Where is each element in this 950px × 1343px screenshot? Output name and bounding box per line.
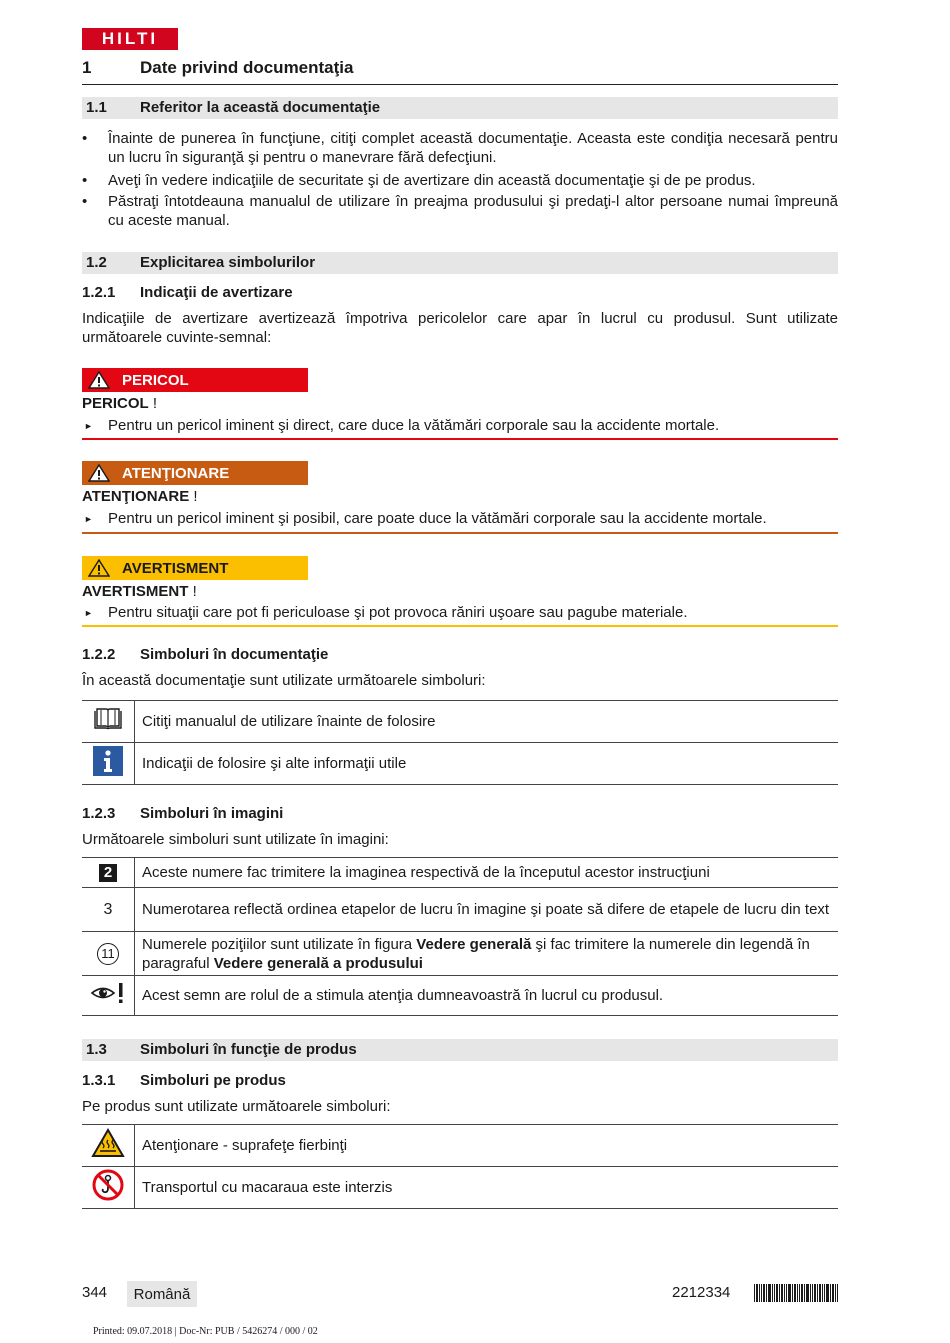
table-cell-text: Citiţi manualul de utilizare înainte de folosire <box>135 701 839 743</box>
page-number: 344 <box>82 1284 108 1301</box>
signal-label-text: ATENŢIONARE <box>122 464 230 482</box>
subsection-heading-1-3-1 <box>82 1072 838 1092</box>
signal-word <box>82 488 198 505</box>
arrow-icon: ► <box>84 608 93 618</box>
position-number-icon: 11 <box>97 943 119 965</box>
table-cell-text: Atenţionare - suprafeţe fierbinţi <box>135 1125 839 1167</box>
logo-text: HILTI <box>101 29 159 48</box>
bullet-mark: • <box>82 193 88 210</box>
paragraph: În această documentaţie sunt utilizate următoarele simboluri: <box>82 672 486 689</box>
signal-rule-caution <box>82 625 838 627</box>
table-cell-text <box>135 932 839 976</box>
manual-book-icon <box>93 707 123 731</box>
bullet-text: Păstraţi întotdeauna manualul de utilizare în preajma produsului şi predaţi-l altor persoane numai împreună cu aceste manual. <box>108 193 838 229</box>
arrow-icon: ► <box>84 421 93 431</box>
signal-label-text: AVERTISMENT <box>122 559 229 577</box>
subsection-number: 1.2.2 <box>82 646 116 663</box>
paragraph: Pe produs sunt utilizate următoarele simboluri: <box>82 1098 391 1115</box>
table-cell-icon <box>82 701 135 743</box>
table-cell-text: Transportul cu macaraua este interzis <box>135 1167 839 1209</box>
table-cell-icon <box>82 932 135 976</box>
table-cell-icon <box>82 1167 135 1209</box>
hilti-logo <box>82 28 178 50</box>
list-item <box>82 129 838 167</box>
step-number-icon: 3 <box>103 901 113 918</box>
warning-triangle-icon <box>88 371 110 389</box>
table-row <box>82 858 838 888</box>
signal-word-text: AVERTISMENT <box>82 583 189 600</box>
signal-description-text: Pentru situaţii care pot fi periculoase şi pot provoca răniri uşoare sau pagube materiale. <box>108 604 688 621</box>
table-row <box>82 1125 838 1167</box>
subsection-title: Simboluri în imagini <box>140 805 284 822</box>
signal-rule-danger <box>82 438 838 440</box>
warning-triangle-icon <box>88 464 110 482</box>
signal-description <box>82 510 838 534</box>
table-row <box>82 932 838 976</box>
language-text: Română <box>133 1285 191 1303</box>
signal-rule-warning <box>82 532 838 534</box>
signal-label-text: PERICOL <box>122 371 189 389</box>
eye-attention-icon <box>90 981 126 1005</box>
section-heading-1-3 <box>82 1039 838 1061</box>
hot-surface-warning-icon <box>91 1128 125 1158</box>
chapter-heading <box>82 58 838 85</box>
chapter-title: Date privind documentaţia <box>140 58 354 77</box>
subsection-title: Simboluri pe produs <box>140 1072 286 1089</box>
list-item <box>82 171 838 190</box>
section-number: 1.1 <box>86 99 107 116</box>
signal-label-danger <box>82 368 308 392</box>
table-row <box>82 701 838 743</box>
table-cell-icon <box>82 888 135 932</box>
section-number: 1.3 <box>86 1041 107 1058</box>
signal-description-text: Pentru un pericol iminent şi direct, care duce la vătămări corporale sau la accidente mortale. <box>108 417 720 434</box>
section-number: 1.2 <box>86 254 107 271</box>
figure-number-icon: 2 <box>99 864 117 882</box>
info-icon <box>93 746 123 776</box>
language-label <box>127 1281 197 1307</box>
list-item <box>82 192 838 230</box>
bold-text-run: Vedere generală a produsului <box>213 954 423 972</box>
table-cell-text: Aceste numere fac trimitere la imaginea respectivă de la începutul acestor instrucţiuni <box>135 858 839 888</box>
bold-text-run: Vedere generală <box>416 935 532 953</box>
signal-word-text: PERICOL <box>82 395 149 412</box>
bullet-text: Înainte de punerea în funcţiune, citiţi complet această documentaţie. Aceasta este condiţia necesară pentru un lucru în siguranţă şi pentru o manevrare fără defecţiuni. <box>108 130 838 166</box>
subsection-number: 1.3.1 <box>82 1072 116 1089</box>
print-info: Printed: 09.07.2018 | Doc-Nr: PUB / 5426274 / 000 / 02 <box>93 1326 318 1337</box>
table-cell-text: Acest semn are rolul de a stimula atenţia dumneavoastră în lucrul cu produsul. <box>135 976 839 1016</box>
no-crane-transport-icon <box>92 1169 124 1201</box>
table-row <box>82 743 838 785</box>
paragraph: Indicaţiile de avertizare avertizează împotriva pericolelor care apar în lucrul cu produsul. Sunt utilizate următoarele cuvinte-semnal: <box>82 310 838 346</box>
signal-word-text: ATENŢIONARE <box>82 488 190 505</box>
subsection-number: 1.2.3 <box>82 805 116 822</box>
table-cell-text: Numerotarea reflectă ordinea etapelor de lucru în imagine şi poate să difere de etapele de lucru din text <box>135 888 839 932</box>
subsection-heading-1-2-1 <box>82 284 838 304</box>
section-heading-1-1 <box>82 97 838 119</box>
section-title: Referitor la această documentaţie <box>140 99 381 116</box>
subsection-heading-1-2-3 <box>82 805 838 825</box>
signal-description-text: Pentru un pericol iminent şi posibil, care poate duce la vătămări corporale sau la accidente mortale. <box>108 510 767 527</box>
table-row <box>82 976 838 1016</box>
signal-word <box>82 583 197 600</box>
subsection-title: Indicaţii de avertizare <box>140 284 293 301</box>
subsection-title: Simboluri în documentaţie <box>140 646 329 663</box>
chapter-number: 1 <box>82 58 92 77</box>
image-symbols-table <box>82 857 838 1016</box>
paragraph: Următoarele simboluri sunt utilizate în imagini: <box>82 831 389 848</box>
signal-word-mark: ! <box>148 395 158 412</box>
section-heading-1-2 <box>82 252 838 274</box>
arrow-icon: ► <box>84 514 93 524</box>
table-cell-text: Indicaţii de folosire şi alte informaţii utile <box>135 743 839 785</box>
signal-word-mark: ! <box>188 583 197 600</box>
text-run: şi fac trimitere la numerele din legendă în paragraful <box>142 935 810 972</box>
doc-symbols-table <box>82 700 838 785</box>
text-run: Numerele poziţiilor sunt utilizate în figura <box>142 935 417 953</box>
table-cell-icon <box>82 976 135 1016</box>
signal-word-mark: ! <box>189 488 198 505</box>
barcode-icon <box>754 1284 838 1302</box>
subsection-number: 1.2.1 <box>82 284 116 301</box>
subsection-heading-1-2-2 <box>82 646 838 666</box>
table-row <box>82 1167 838 1209</box>
section-title: Explicitarea simbolurilor <box>140 254 316 271</box>
bullet-mark: • <box>82 172 88 189</box>
signal-label-warning <box>82 461 308 485</box>
product-symbols-table <box>82 1124 838 1209</box>
table-row <box>82 888 838 932</box>
warning-triangle-icon <box>88 559 110 577</box>
table-cell-icon <box>82 858 135 888</box>
signal-word <box>82 395 157 412</box>
bullet-mark: • <box>82 130 88 147</box>
section-title: Simboluri în funcţie de produs <box>140 1041 357 1058</box>
table-cell-icon <box>82 1125 135 1167</box>
bullet-text: Aveţi în vedere indicaţiile de securitate şi de avertizare din această documentaţie şi de pe produs. <box>108 172 756 189</box>
signal-label-caution <box>82 556 308 580</box>
table-cell-icon <box>82 743 135 785</box>
document-code: 2212334 <box>672 1284 731 1301</box>
